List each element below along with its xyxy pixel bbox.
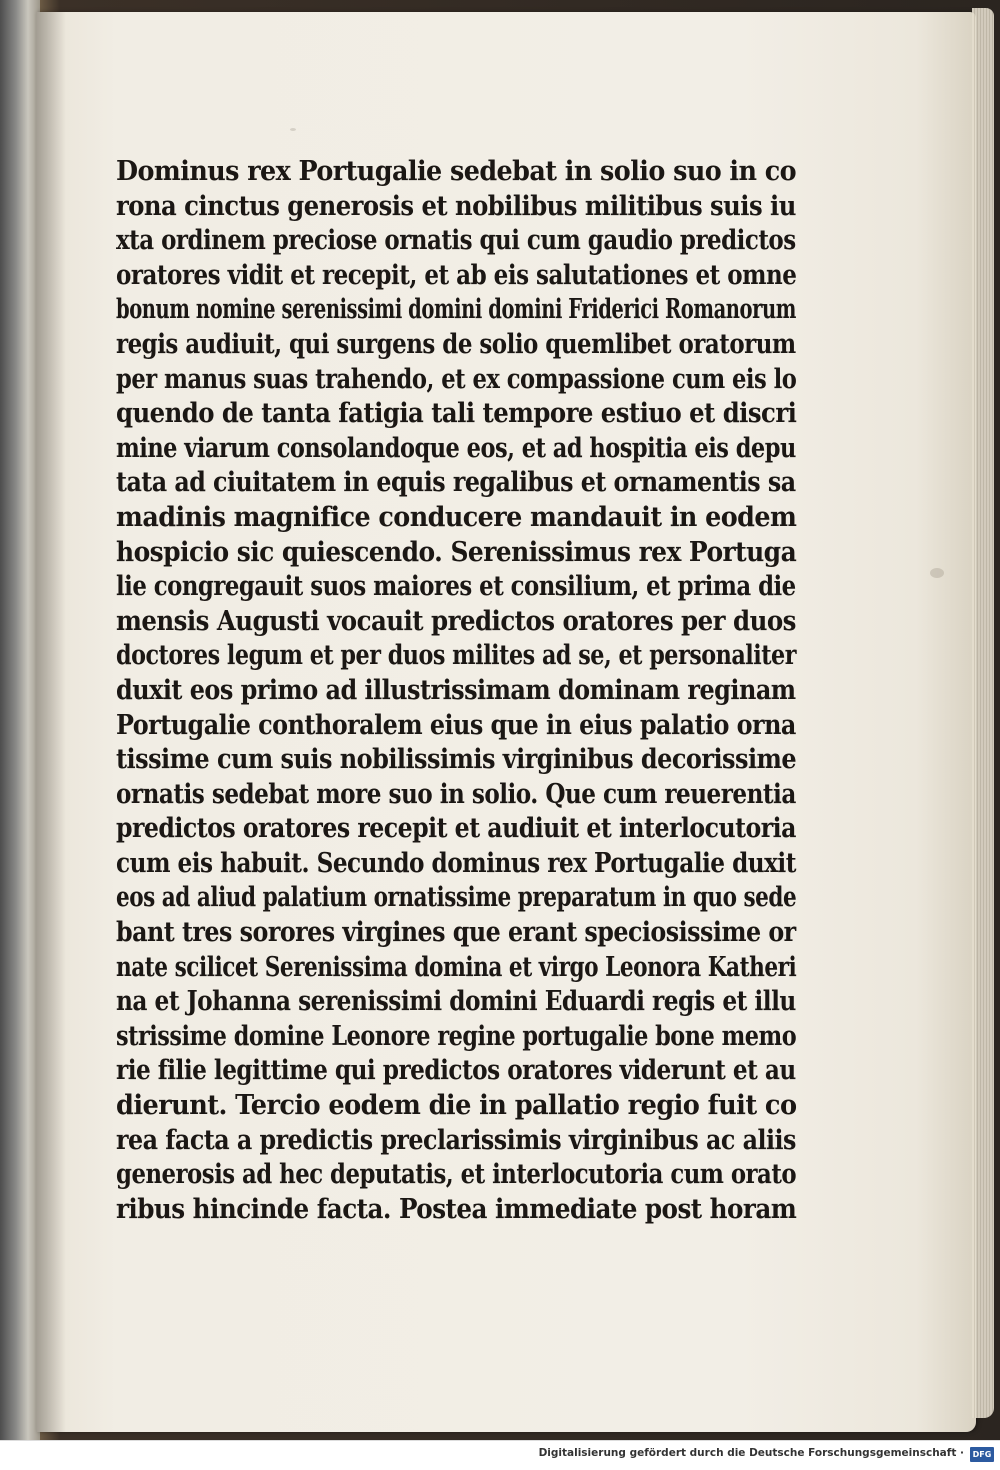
text-line: nate scilicet Serenissima domina et virgo Leonora Katheri (116, 951, 797, 983)
text-line: xta ordinem preciose ornatis qui cum gaudio predictos (116, 225, 796, 257)
text-line: rie filie legittime qui predictos oratores viderunt et au (116, 1055, 796, 1087)
text-line: tata ad ciuitatem in equis regalibus et ornamentis sa (116, 467, 796, 499)
gutter-shadow (36, 12, 66, 1432)
text-line: bonum nomine serenissimi domini domini Friderici Romanorum (116, 294, 796, 326)
text-line: Dominus rex Portugalie sedebat in solio suo in co (116, 156, 797, 187)
text-line: Portugalie conthoralem eius que in eius palatio orna (116, 709, 796, 741)
page-stack-edge (972, 8, 994, 1418)
text-line: lie congregauit suos maiores et consilium, et prima die (116, 571, 796, 603)
dfg-logo: DFG (970, 1447, 994, 1462)
text-line: predictos oratores recepit et audiuit et interlocutoria (116, 813, 796, 845)
text-line: strissime domine Leonore regine portugalie bone memo (116, 1020, 797, 1052)
page-text-block (116, 155, 806, 1225)
paper-mark (290, 128, 296, 131)
text-line: rea facta a predictis preclarissimis virginibus ac aliis (116, 1124, 796, 1156)
text-line: rona cinctus generosis et nobilibus militibus suis iu (116, 190, 796, 222)
text-line: oratores vidit et recepit, et ab eis salutationes et omne (116, 259, 797, 291)
text-line: mensis Augusti vocauit predictos oratores per duos (116, 605, 796, 637)
text-line: ribus hincinde facta. Postea immediate post horam (116, 1193, 797, 1225)
footer-bar (0, 1440, 1000, 1470)
text-line: hospicio sic quiescendo. Serenissimus rex Portuga (116, 536, 797, 568)
text-line: na et Johanna serenissimi domini Eduardi regis et illu (116, 986, 796, 1018)
text-line: bant tres sorores virgines que erant speciosissime or (116, 917, 796, 949)
text-line: mine viarum consolandoque eos, et ad hospitia eis depu (116, 432, 796, 464)
text-line: regis audiuit, qui surgens de solio quemlibet oratorum (116, 328, 796, 360)
funding-credit: Digitalisierung gefördert durch die Deutsche Forschungsgemeinschaft · (538, 1447, 964, 1459)
text-line: dierunt. Tercio eodem die in pallatio regio fuit co (116, 1090, 797, 1122)
paper-stain (930, 568, 944, 578)
text-line: per manus suas trahendo, et ex compassione cum eis lo (116, 363, 797, 395)
text-line: duxit eos primo ad illustrissimam dominam reginam (116, 674, 796, 706)
text-line: generosis ad hec deputatis, et interlocutoria cum orato (116, 1159, 797, 1191)
text-line: quendo de tanta fatigia tali tempore estiuo et discri (116, 398, 797, 430)
text-line: madinis magnifice conducere mandauit in eodem (116, 501, 797, 533)
text-line: eos ad aliud palatium ornatissime preparatum in quo sede (116, 882, 797, 914)
left-page-edge (0, 0, 40, 1440)
text-line: doctores legum et per duos milites ad se, et personaliter (116, 640, 796, 672)
text-line: ornatis sedebat more suo in solio. Que cum reuerentia (116, 778, 796, 810)
text-line: cum eis habuit. Secundo dominus rex Portugalie duxit (116, 847, 796, 879)
text-line: tissime cum suis nobilissimis virginibus decorissime (116, 744, 797, 776)
